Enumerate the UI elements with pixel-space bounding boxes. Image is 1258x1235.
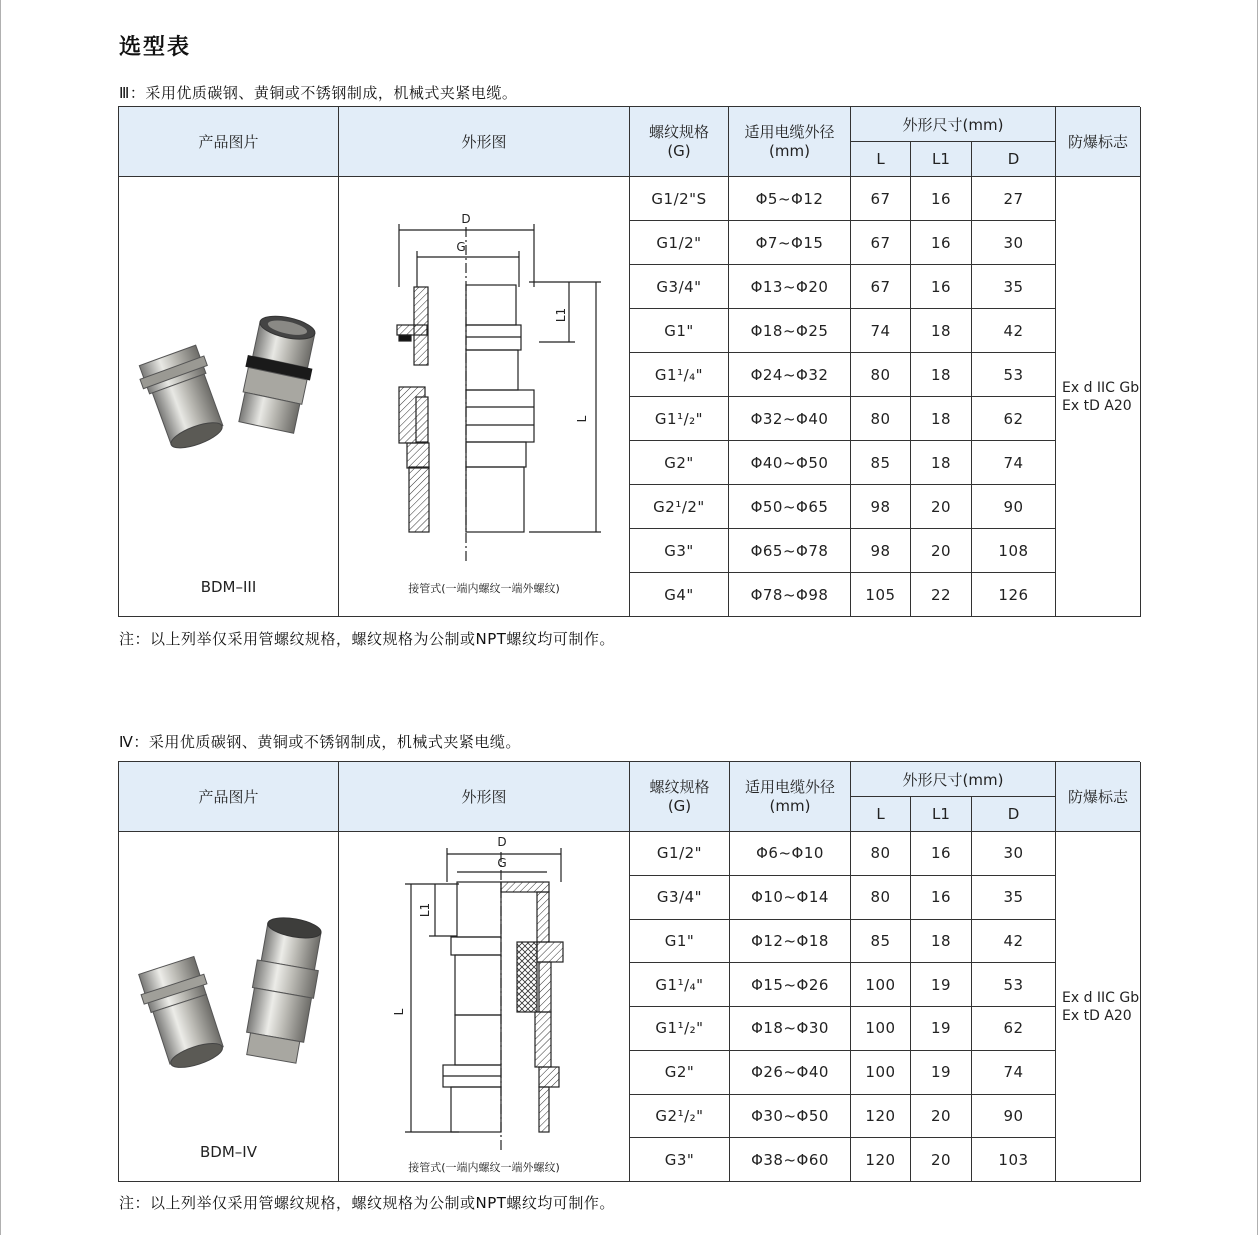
header-L: L xyxy=(851,142,911,177)
table-cell-d: 90 xyxy=(972,1095,1056,1139)
table-cell-l: 67 xyxy=(851,221,911,265)
table-cell-l: 120 xyxy=(851,1095,911,1139)
table-cell-cable: Φ38~Φ60 xyxy=(730,1138,851,1182)
table-cell-cable: Φ32~Φ40 xyxy=(729,397,851,441)
drawing-caption: 接管式(一端内螺纹一端外螺纹) xyxy=(408,582,560,595)
table-cell-l1: 16 xyxy=(911,876,972,920)
table-cell-cable: Φ10~Φ14 xyxy=(730,876,851,920)
table-cell-l1: 19 xyxy=(911,1007,972,1051)
dim-label-G: G xyxy=(456,240,466,254)
ex-mark-cell xyxy=(1056,177,1141,617)
table-cell-d: 35 xyxy=(972,876,1056,920)
page-title: 选型表 xyxy=(119,35,192,60)
table-cell-g: G1/2"S xyxy=(630,177,729,221)
table-cell-l: 80 xyxy=(851,876,911,920)
header-cable-line2: (mm) xyxy=(769,141,810,160)
product-photo-cell xyxy=(119,832,339,1182)
header-cable xyxy=(730,762,851,832)
table-cell-g: G1" xyxy=(630,309,729,353)
header-mark: 防爆标志 xyxy=(1056,107,1141,177)
table-cell-l1: 20 xyxy=(911,1095,972,1139)
table-cell-g: G4" xyxy=(630,573,729,617)
table-cell-l1: 19 xyxy=(911,963,972,1007)
table-cell-d: 126 xyxy=(972,573,1056,617)
table-cell-cable: Φ7~Φ15 xyxy=(729,221,851,265)
table-cell-cable: Φ13~Φ20 xyxy=(729,265,851,309)
table-cell-l: 85 xyxy=(851,441,911,485)
table-cell-g: G1¹/₄" xyxy=(630,353,729,397)
table-cell-d: 53 xyxy=(972,963,1056,1007)
header-cable xyxy=(729,107,851,177)
ex-mark-line2: Ex tD A20 xyxy=(1062,397,1132,414)
table-cell-cable: Φ6~Φ10 xyxy=(730,832,851,876)
dim-label-L: L xyxy=(575,415,589,423)
header-L: L xyxy=(851,797,911,832)
table-cell-g: G1¹/₄" xyxy=(630,963,730,1007)
table-cell-l1: 16 xyxy=(911,221,972,265)
table-cell-l1: 18 xyxy=(911,397,972,441)
ex-mark-line2: Ex tD A20 xyxy=(1062,1007,1132,1024)
table-cell-l: 98 xyxy=(851,485,911,529)
table-cell-g: G3" xyxy=(630,529,729,573)
header-L1: L1 xyxy=(911,142,972,177)
header-thread-line1: 螺纹规格 xyxy=(649,777,710,796)
section-3-note: 注：以上列举仅采用管螺纹规格，螺纹规格为公制或NPT螺纹均可制作。 xyxy=(119,630,615,648)
header-thread-line2: (G) xyxy=(667,796,692,815)
table-cell-cable: Φ12~Φ18 xyxy=(730,920,851,964)
dim-label-L1: L1 xyxy=(554,307,568,323)
table-cell-l1: 16 xyxy=(911,177,972,221)
table-cell-g: G1" xyxy=(630,920,730,964)
product-photo xyxy=(129,907,329,1077)
drawing-caption: 接管式(一端内螺纹一端外螺纹) xyxy=(408,1161,560,1174)
table-cell-l: 67 xyxy=(851,177,911,221)
table-cell-l: 80 xyxy=(851,353,911,397)
table-cell-l: 74 xyxy=(851,309,911,353)
outline-drawing xyxy=(339,197,628,577)
table-cell-l1: 20 xyxy=(911,529,972,573)
table-cell-g: G3" xyxy=(630,1138,730,1182)
table-cell-l: 120 xyxy=(851,1138,911,1182)
table-cell-g: G1¹/₂" xyxy=(630,397,729,441)
table-cell-l1: 18 xyxy=(911,309,972,353)
table-cell-d: 108 xyxy=(972,529,1056,573)
outline-drawing-cell xyxy=(339,177,630,617)
table-cell-d: 42 xyxy=(972,309,1056,353)
product-model: BDM–III xyxy=(200,578,257,596)
header-photo: 产品图片 xyxy=(119,762,339,832)
dim-label-L1: L1 xyxy=(418,902,432,918)
table-cell-d: 103 xyxy=(972,1138,1056,1182)
table-cell-d: 30 xyxy=(972,832,1056,876)
header-cable-line2: (mm) xyxy=(769,796,811,815)
table-cell-l: 100 xyxy=(851,1051,911,1095)
header-drawing: 外形图 xyxy=(339,107,630,177)
table-cell-g: G2" xyxy=(630,1051,730,1095)
ex-mark-line1: Ex d IIC Gb xyxy=(1062,989,1140,1006)
table-cell-l1: 20 xyxy=(911,485,972,529)
section-4-note: 注：以上列举仅采用管螺纹规格，螺纹规格为公制或NPT螺纹均可制作。 xyxy=(119,1194,615,1212)
table-cell-l1: 16 xyxy=(911,832,972,876)
table-cell-l: 67 xyxy=(851,265,911,309)
table-cell-cable: Φ18~Φ30 xyxy=(730,1007,851,1051)
header-thread-line2: (G) xyxy=(667,141,691,160)
table-cell-l1: 20 xyxy=(911,1138,972,1182)
table-cell-g: G3/4" xyxy=(630,265,729,309)
header-D: D xyxy=(972,142,1056,177)
header-thread xyxy=(630,762,730,832)
table-cell-cable: Φ18~Φ25 xyxy=(729,309,851,353)
table-cell-g: G2¹/2" xyxy=(630,485,729,529)
header-thread xyxy=(630,107,729,177)
header-thread-line1: 螺纹规格 xyxy=(648,122,709,141)
dim-label-L: L xyxy=(392,1008,406,1016)
table-cell-cable: Φ78~Φ98 xyxy=(729,573,851,617)
dim-label-D: D xyxy=(497,835,507,849)
table-cell-d: 74 xyxy=(972,1051,1056,1095)
table-cell-l1: 18 xyxy=(911,920,972,964)
table-cell-d: 42 xyxy=(972,920,1056,964)
table-cell-l: 85 xyxy=(851,920,911,964)
header-D: D xyxy=(972,797,1056,832)
table-cell-g: G2" xyxy=(630,441,729,485)
table-cell-l: 80 xyxy=(851,397,911,441)
table-cell-g: G1¹/₂" xyxy=(630,1007,730,1051)
section-4-table xyxy=(118,761,1140,1182)
table-cell-l1: 18 xyxy=(911,441,972,485)
table-cell-l: 105 xyxy=(851,573,911,617)
table-cell-cable: Φ15~Φ26 xyxy=(730,963,851,1007)
product-photo-cell xyxy=(119,177,339,617)
table-cell-d: 90 xyxy=(972,485,1056,529)
header-cable-line1: 适用电缆外径 xyxy=(744,122,835,141)
table-cell-cable: Φ26~Φ40 xyxy=(730,1051,851,1095)
product-photo xyxy=(129,297,329,457)
table-cell-cable: Φ5~Φ12 xyxy=(729,177,851,221)
header-cable-line1: 适用电缆外径 xyxy=(744,777,835,796)
table-cell-l: 98 xyxy=(851,529,911,573)
dim-label-D: D xyxy=(461,212,471,226)
table-cell-l1: 19 xyxy=(911,1051,972,1095)
outline-drawing-cell xyxy=(339,832,630,1182)
header-mark: 防爆标志 xyxy=(1056,762,1141,832)
section-4-description: Ⅳ：采用优质碳钢、黄铜或不锈钢制成，机械式夹紧电缆。 xyxy=(119,733,521,751)
table-cell-d: 53 xyxy=(972,353,1056,397)
table-cell-d: 35 xyxy=(972,265,1056,309)
dim-label-G: G xyxy=(497,856,507,870)
table-cell-cable: Φ30~Φ50 xyxy=(730,1095,851,1139)
section-3-description: Ⅲ：采用优质碳钢、黄铜或不锈钢制成，机械式夹紧电缆。 xyxy=(119,84,518,102)
table-cell-d: 62 xyxy=(972,1007,1056,1051)
table-cell-l: 100 xyxy=(851,963,911,1007)
table-cell-g: G1/2" xyxy=(630,832,730,876)
page-border-left xyxy=(0,0,1,1235)
table-cell-l1: 16 xyxy=(911,265,972,309)
header-drawing: 外形图 xyxy=(339,762,630,832)
header-dims: 外形尺寸(mm) xyxy=(851,762,1056,797)
section-3-table xyxy=(118,106,1140,617)
ex-mark-line1: Ex d IIC Gb xyxy=(1062,379,1140,396)
table-cell-g: G2¹/₂" xyxy=(630,1095,730,1139)
table-cell-g: G1/2" xyxy=(630,221,729,265)
header-L1: L1 xyxy=(911,797,972,832)
table-cell-l1: 22 xyxy=(911,573,972,617)
table-cell-d: 27 xyxy=(972,177,1056,221)
ex-mark-cell xyxy=(1056,832,1141,1182)
product-model: BDM–IV xyxy=(200,1143,257,1161)
outline-drawing xyxy=(339,832,628,1152)
table-cell-d: 62 xyxy=(972,397,1056,441)
header-photo: 产品图片 xyxy=(119,107,339,177)
table-cell-g: G3/4" xyxy=(630,876,730,920)
table-cell-cable: Φ65~Φ78 xyxy=(729,529,851,573)
table-cell-l1: 18 xyxy=(911,353,972,397)
table-cell-cable: Φ40~Φ50 xyxy=(729,441,851,485)
table-cell-d: 74 xyxy=(972,441,1056,485)
table-cell-d: 30 xyxy=(972,221,1056,265)
table-cell-l: 100 xyxy=(851,1007,911,1051)
table-cell-l: 80 xyxy=(851,832,911,876)
table-cell-cable: Φ50~Φ65 xyxy=(729,485,851,529)
table-cell-cable: Φ24~Φ32 xyxy=(729,353,851,397)
header-dims: 外形尺寸(mm) xyxy=(851,107,1056,142)
